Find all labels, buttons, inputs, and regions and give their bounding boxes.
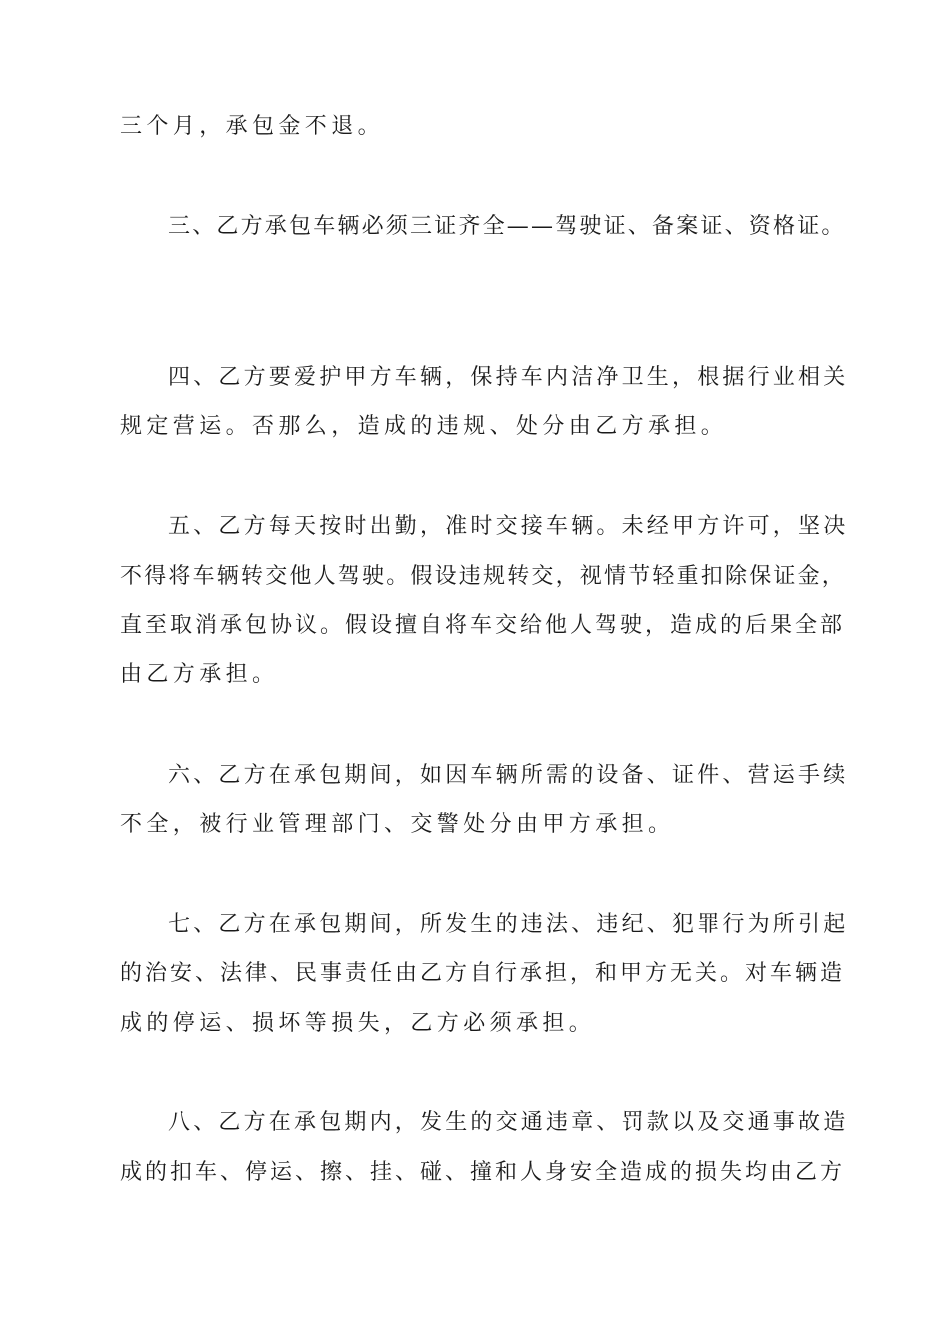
text-line-1: 三个月，承包金不退。 bbox=[120, 114, 385, 139]
clause-7-line-3: 成的停运、损坏等损失，乙方必须承担。 bbox=[120, 1011, 596, 1036]
clause-7-line-1: 七、乙方在承包期间，所发生的违法、违纪、犯罪行为所引起 bbox=[168, 912, 849, 937]
clause-4-line-2: 规定营运。否那么，造成的违规、处分由乙方承担。 bbox=[120, 414, 728, 439]
clause-6-line-1: 六、乙方在承包期间，如因车辆所需的设备、证件、营运手续 bbox=[168, 763, 849, 788]
clause-5-line-3: 直至取消承包协议。假设擅自将车交给他人驾驶，造成的后果全部 bbox=[120, 613, 846, 638]
clause-4-line-1: 四、乙方要爱护甲方车辆，保持车内洁净卫生，根据行业相关 bbox=[168, 365, 849, 390]
clause-8-line-1: 八、乙方在承包期内，发生的交通违章、罚款以及交通事故造 bbox=[168, 1110, 849, 1135]
clause-3-line-1: 三、乙方承包车辆必须三证齐全——驾驶证、备案证、资格证。 bbox=[168, 214, 846, 239]
clause-5-line-4: 由乙方承担。 bbox=[120, 662, 279, 687]
clause-5-line-1: 五、乙方每天按时出勤，准时交接车辆。未经甲方许可，坚决 bbox=[168, 514, 849, 539]
clause-5-line-2: 不得将车辆转交他人驾驶。假设违规转交，视情节轻重扣除保证金， bbox=[120, 564, 847, 589]
clause-6-line-2: 不全，被行业管理部门、交警处分由甲方承担。 bbox=[120, 812, 675, 837]
clause-7-line-2: 的治安、法律、民事责任由乙方自行承担，和甲方无关。对车辆造 bbox=[120, 961, 846, 986]
clause-8-line-2: 成的扣车、停运、擦、挂、碰、撞和人身安全造成的损失均由乙方 bbox=[120, 1160, 846, 1185]
